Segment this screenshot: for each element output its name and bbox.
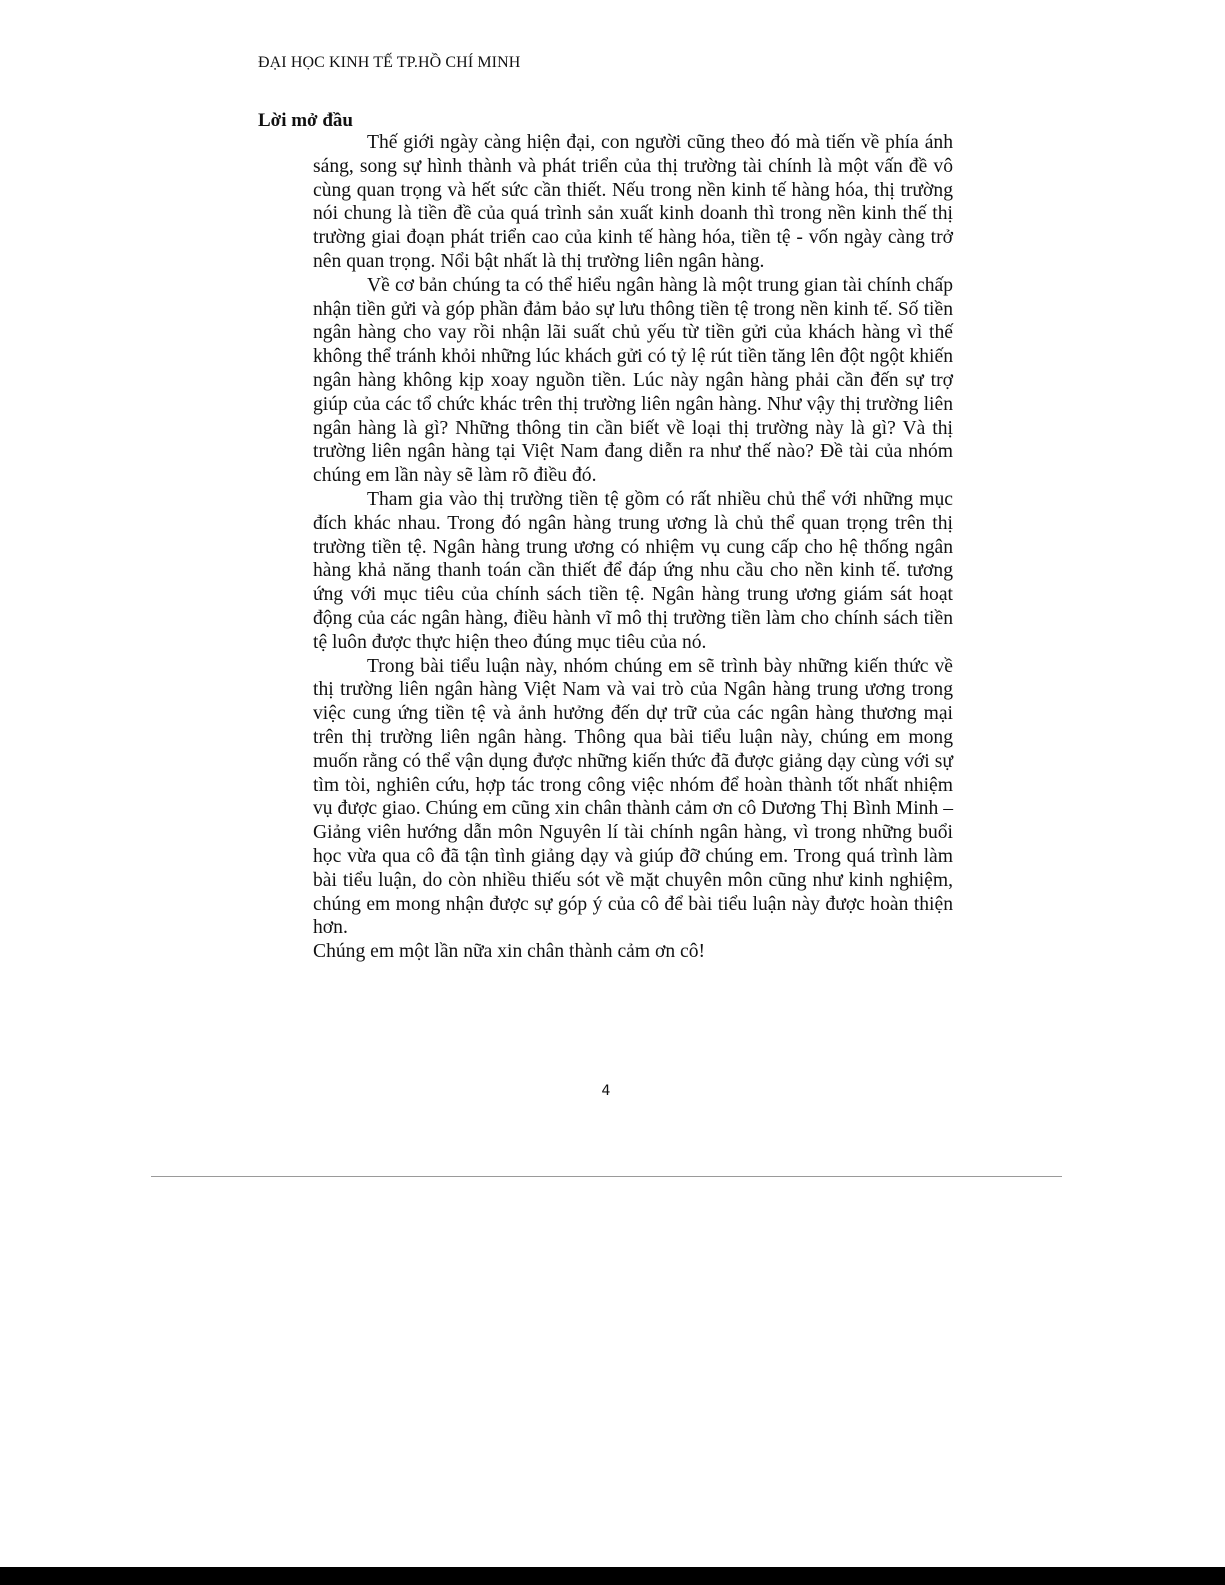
page-number: 4 [601,1083,611,1099]
page-header: ĐẠI HỌC KINH TẾ TP.HỒ CHÍ MINH [258,54,521,71]
paragraph-2: Về cơ bản chúng ta có thể hiểu ngân hàng là một trung gian tài chính chấp nhận tiền gửi và góp phần đảm bảo sự lưu thông tiền tệ trong nền kinh tế. Số tiền ngân hàng cho vay rồi nhận lãi suất chủ yếu từ tiền gửi của khách hàng vì thế không thể tránh khỏi những lúc khách gửi có tỷ lệ rút tiền tăng lên đột ngột khiến ngân hàng không kịp xoay nguồn tiền. Lúc này ngân hàng phải cần đến sự trợ giúp của các tổ chức khác trên thị trường liên ngân hàng. Như vậy thị trường liên ngân hàng là gì? Những thông tin cần biết về loại thị trường này là gì? Và thị trường liên ngân hàng tại Việt Nam đang diễn ra như thế nào? Đề tài của nhóm chúng em lần này sẽ làm rõ điều đó. [313,274,953,487]
bottom-edge-bar [0,1567,1225,1585]
section-heading: Lời mở đầu [258,110,353,131]
paragraph-4: Trong bài tiểu luận này, nhóm chúng em sẽ trình bày những kiến thức về thị trường liên ngân hàng Việt Nam và vai trò của Ngân hàng trung ương trong việc cung ứng tiền tệ và ảnh hưởng đến dự trữ của các ngân hàng thương mại trên thị trường liên ngân hàng. Thông qua bài tiểu luận này, chúng em mong muốn rằng có thể vận dụng được những kiến thức đã được giảng dạy cùng với sự tìm tòi, nghiên cứu, hợp tác trong công việc nhóm để hoàn thành tốt nhất nhiệm vụ được giao. Chúng em cũng xin chân thành cảm ơn cô Dương Thị Bình Minh – Giảng viên hướng dẫn môn Nguyên lí tài chính ngân hàng, vì trong những buổi học vừa qua cô đã tận tình giảng dạy và giúp đỡ chúng em. Trong quá trình làm bài tiểu luận, do còn nhiều thiếu sót về mặt chuyên môn cũng như kinh nghiệm, chúng em mong nhận được sự góp ý của cô để bài tiểu luận này được hoàn thiện hơn. [313,655,953,939]
body-text [313,131,953,964]
page-divider [151,1176,1062,1177]
closing-line: Chúng em một lần nữa xin chân thành cảm ơn cô! [313,941,706,963]
paragraph-3: Tham gia vào thị trường tiền tệ gồm có rất nhiều chủ thể với những mục đích khác nhau. Trong đó ngân hàng trung ương là chủ thể quan trọng trên thị trường tiền tệ. Ngân hàng trung ương có nhiệm vụ cung cấp cho hệ thống ngân hàng khả năng thanh toán cần thiết để đáp ứng nhu cầu cho nền kinh tế. tương ứng với mục tiêu của chính sách tiền tệ. Ngân hàng trung ương giám sát hoạt động của các ngân hàng, điều hành vĩ mô thị trường tiền làm cho chính sách tiền tệ luôn được thực hiện theo đúng mục tiêu của nó. [313,488,953,653]
paragraph-1: Thế giới ngày càng hiện đại, con người cũng theo đó mà tiến về phía ánh sáng, song sự hình thành và phát triển của thị trường tài chính là một vấn đề vô cùng quan trọng và hết sức cần thiết. Nếu trong nền kinh tế hàng hóa, thị trường nói chung là tiền đề của quá trình sản xuất kinh doanh thì trong nền kinh thế thị trường giai đoạn phát triển cao của kinh tế hàng hóa, tiền tệ - vốn ngày càng trở nên quan trọng. Nổi bật nhất là thị trường liên ngân hàng. [313,132,953,272]
